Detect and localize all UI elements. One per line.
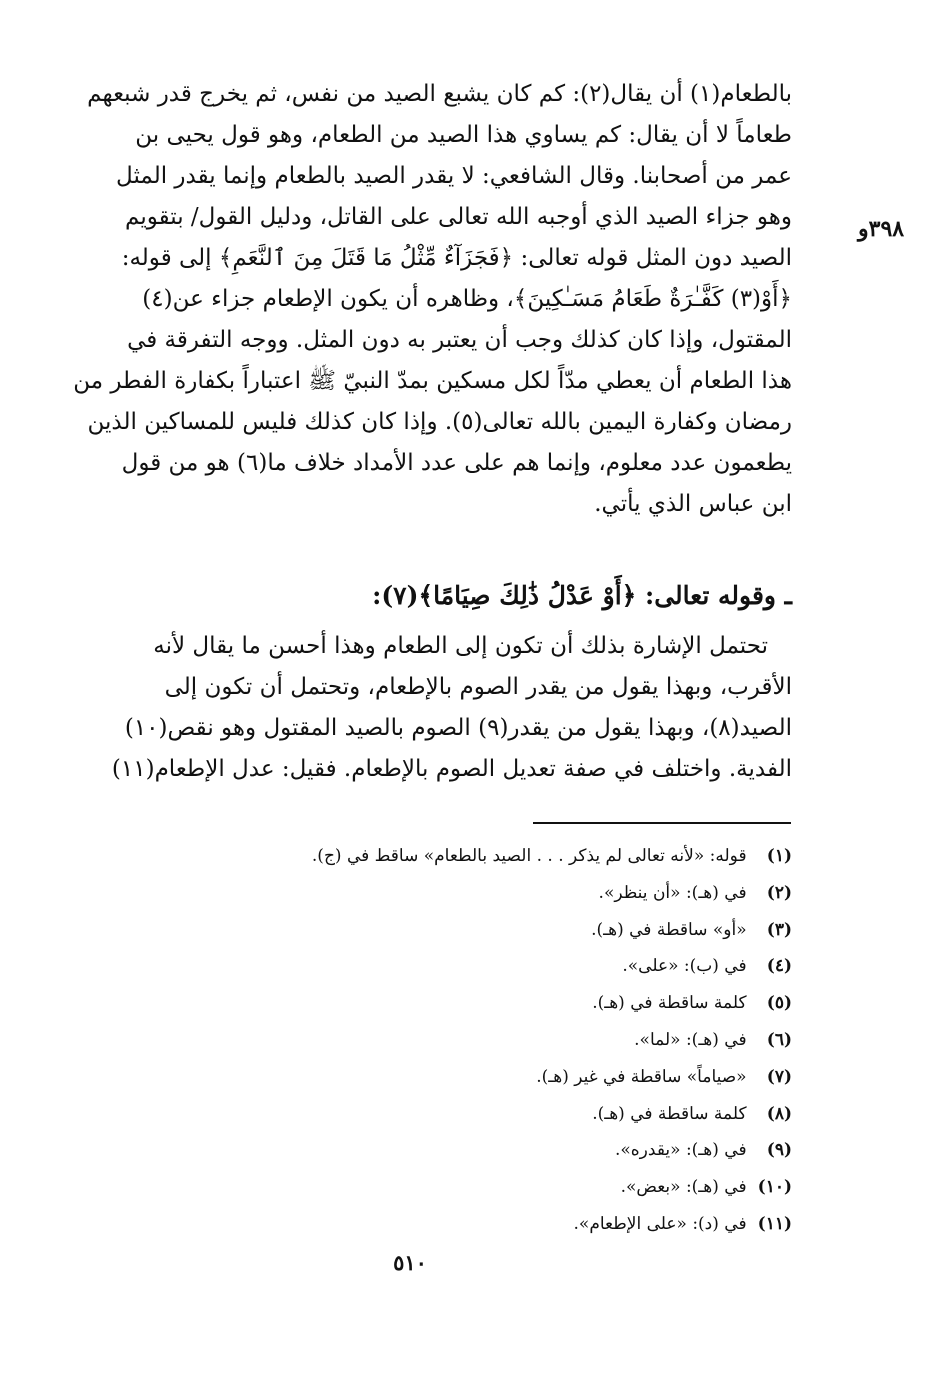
footnote-number: (١)	[766, 846, 792, 866]
footnote-item	[200, 1096, 792, 1133]
footnote-separator	[533, 822, 791, 824]
body-line: المقتول، وإذا كان كذلك وجب أن يعتبر به دون المثل. ووجه التفرقة في	[127, 327, 792, 353]
footnote-text: في (هـ): «أن ينظر».	[598, 882, 747, 903]
footnote-text: قوله: «لأنه تعالى لم يذكر . . . الصيد بالطعام» ساقط في (ج).	[311, 846, 747, 866]
footnote-item	[200, 875, 792, 912]
footnote-item	[200, 985, 792, 1022]
body-line: يطعمون عدد معلوم، وإنما هم على عدد الأمداد خلاف ما(٦) هو من قول	[121, 450, 792, 476]
footnote-item	[200, 912, 792, 949]
body-line: تحتمل الإشارة بذلك أن تكون إلى الطعام وهذا أحسن ما يقال لأنه	[153, 633, 768, 659]
footnote-item	[200, 1206, 792, 1243]
footnote-text: كلمة ساقطة في (هـ).	[592, 1103, 747, 1124]
body-line: الصيد(٨)، وبهذا يقول من يقدر(٩) الصوم بالصيد المقتول وهو نقص(١٠)	[124, 715, 792, 741]
footnote-number: (٧)	[766, 1066, 792, 1087]
page-number: ٥١٠	[393, 1250, 427, 1275]
body-line: رمضان وكفارة اليمين بالله تعالى(٥). وإذا كان كذلك فليس للمساكين الذين	[87, 409, 792, 435]
body-paragraph-1	[44, 74, 792, 525]
footnote-number: (٥)	[766, 993, 792, 1014]
footnotes	[200, 838, 792, 1243]
body-line: هذا الطعام أن يعطي مدّاً لكل مسكين بمدّ النبيّ ﷺ اعتباراً بكفارة الفطر من	[73, 368, 792, 394]
footnote-item	[200, 1022, 792, 1059]
footnote-item	[200, 838, 792, 875]
body-line: بالطعام(١) أن يقال(٢): كم كان يشبع الصيد من نفس، ثم يخرج قدر شبعهم	[87, 81, 792, 107]
footnote-item	[200, 948, 792, 985]
footnote-text: «أو» ساقطة في (هـ).	[591, 919, 747, 940]
manuscript-folio-marker: ٣٩٨و	[858, 216, 905, 242]
footnote-text: في (هـ): «لما».	[634, 1029, 747, 1050]
section-heading: ـ وقوله تعالى: ﴿أَوْ عَدْلُ ذَٰلِكَ صِيَامًا﴾(٧):	[372, 581, 792, 610]
body-paragraph-2	[44, 626, 792, 790]
body-line: الصيد دون المثل قوله تعالى: ﴿فَجَزَآءٌ مِّثْلُ مَا قَتَلَ مِنَ ٱلنَّعَمِ﴾ إلى قوله:	[121, 245, 792, 271]
footnote-number: (٤)	[766, 956, 792, 977]
footnote-number: (٢)	[766, 882, 792, 903]
body-line: ابن عباس الذي يأتي.	[594, 491, 792, 517]
footnote-number: (١١)	[757, 1213, 792, 1234]
body-line: طعاماً لا أن يقال: كم يساوي هذا الصيد من الطعام، وهو قول يحيى بن	[135, 122, 792, 148]
footnote-number: (٣)	[766, 919, 792, 940]
footnote-text: كلمة ساقطة في (هـ).	[592, 993, 747, 1014]
footnote-item	[200, 1169, 792, 1206]
footnote-text: في (ب): «على».	[622, 956, 747, 977]
footnote-number: (١٠)	[757, 1177, 792, 1198]
footnote-number: (٨)	[766, 1103, 792, 1124]
footnote-item	[200, 1132, 792, 1169]
footnote-text: في (د): «على الإطعام».	[573, 1213, 747, 1234]
body-line: وهو جزاء الصيد الذي أوجبه الله تعالى على القاتل، ودليل القول/ بتقويم	[125, 204, 792, 230]
body-line: ﴿أَوْ(٣) كَفَّـٰرَةٌ طَعَامُ مَسَـٰكِينَ﴾، وظاهره أن يكون الإطعام جزاء عن(٤)	[142, 286, 792, 312]
body-line: الفدية. واختلف في صفة تعديل الصوم بالإطعام. فقيل: عدل الإطعام(١١)	[111, 756, 792, 782]
body-line: الأقرب، وبهذا يقول من يقدر الصوم بالإطعام، وتحتمل أن تكون إلى	[164, 674, 792, 700]
footnote-number: (٦)	[766, 1029, 792, 1050]
footnote-number: (٩)	[766, 1140, 792, 1161]
body-line: عمر من أصحابنا. وقال الشافعي: لا يقدر الصيد بالطعام وإنما يقدر المثل	[116, 163, 792, 189]
footnote-item	[200, 1059, 792, 1096]
footnote-text: في (هـ): «بعض».	[620, 1177, 747, 1198]
footnote-text: في (هـ): «يقدره».	[614, 1140, 747, 1161]
footnote-text: «صياماً» ساقطة في غير (هـ).	[536, 1066, 747, 1087]
